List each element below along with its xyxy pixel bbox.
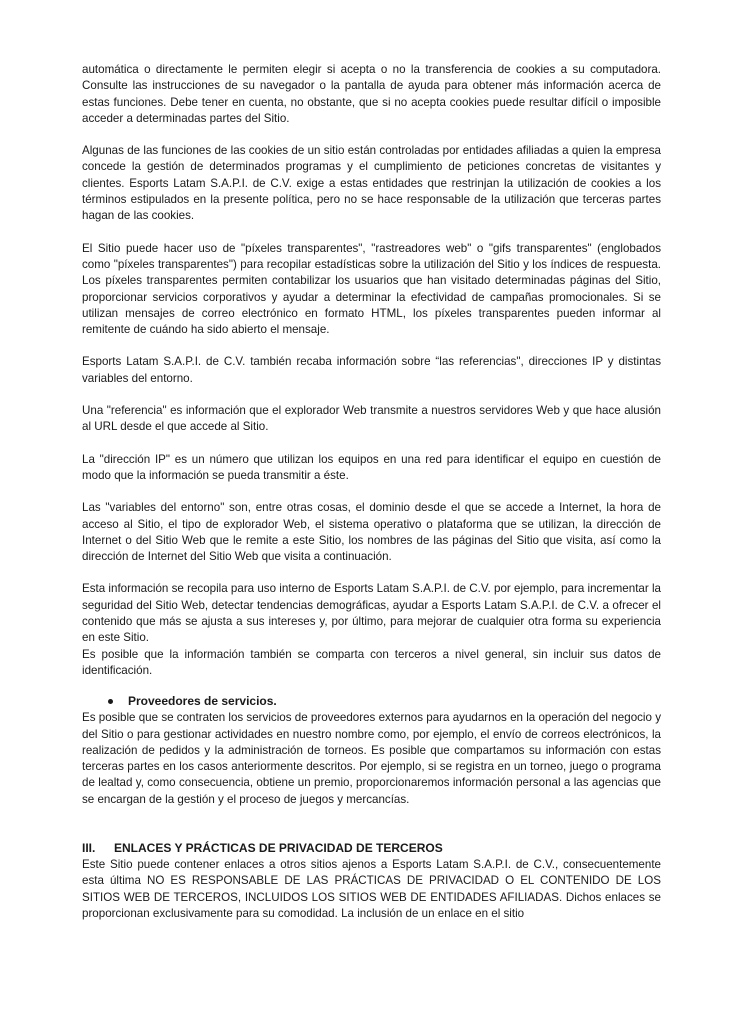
paragraph-third-party-links: Este Sitio puede contener enlaces a otros sitios ajenos a Esports Latam S.A.P.I. de C.V., consecuentemente esta última NO ES RESPONSABLE DE LAS PRÁCTICAS DE PRIVACIDAD O EL CONTENIDO DE LOS SITIOS WEB DE TERCEROS, INCLUIDOS LOS SITIOS WEB DE ENTIDADES AFILIADAS. Dichos enlaces se proporcionan exclusivamente para su comodidad. La inclusión de un enlace en el sitio [82,857,661,920]
section-number: III. [82,840,96,855]
paragraph-service-providers: Es posible que se contraten los servicios de proveedores externos para ayudarnos en la operación del negocio y del Sitio o para gestionar actividades en nuestro nombre como, por ejemplo, el envío de correos electrónicos, la realización de pedidos y la administración de torneos. Es posible que compartamos su información con estas terceras partes en los casos anteriormente descritos. Por ejemplo, si se registra en un torneo, juego o programa de lealtad y, como consecuencia, obtiene un premio, proporcionaremos información personal a las agencias que se encargan de la gestión y el proceso de juegos y mercancías. [82,711,661,806]
paragraph-transparent-pixels: El Sitio puede hacer uso de "píxeles transparentes", "rastreadores web" o "gifs transparentes" (englobados como "píxeles transparentes") para recopilar estadísticas sobre la utilización del Sitio y los índices de respuesta. Los píxeles transparentes permiten contabilizar los usuarios que han visitado determinadas páginas del Sitio, proporcionar servicios corporativos y ayudar a determinar la efectividad de campañas promocionales. Si se utilizan mensajes de correo electrónico en formato HTML, los píxeles transparentes pueden informar al remitente de cuándo ha sido abierto el mensaje. [82,241,661,337]
paragraph-ip-definition: La "dirección IP" es un número que utilizan los equipos en una red para identificar el equipo en cuestión de modo que la información se pueda transmitir a éste. [82,452,661,482]
paragraph-internal-use: Esta información se recopila para uso interno de Esports Latam S.A.P.I. de C.V. por ejemplo, para incrementar la seguridad del Sitio Web, detectar tendencias demográficas, ayudar a Esports Latam S.A.P.I. de C.V. a ofrecer el contenido que más se ajusta a sus intereses y, por último, para mejorar de cualquier otra forma su experiencia en este Sitio. [82,582,661,645]
section-title: ENLACES Y PRÁCTICAS DE PRIVACIDAD DE TERCEROS [114,840,443,855]
bullet-heading-service-providers [82,693,661,710]
paragraph-environment-variables: Las "variables del entorno" son, entre otras cosas, el dominio desde el que se accede a Internet, la hora de acceso al Sitio, el tipo de explorador Web, el sistema operativo o plataforma que se utilizan, la dirección de Internet o del Sitio Web que le remite a este Sitio, los nombres de las páginas del Sitio que visita, así como la dirección de Internet del Sitio Web que visita a continuación. [82,501,661,564]
bullet-heading-text: Proveedores de servicios. [128,694,277,709]
paragraph-cookies-affiliates: Algunas de las funciones de las cookies de un sitio están controladas por entidades afiliadas a quien la empresa concede la gestión de determinados programas y el cumplimiento de peticiones concretas de visitantes y clientes. Esports Latam S.A.P.I. de C.V. exige a estas entidades que restrinjan la utilización de cookies a los términos estipulados en la presente política, pero no se hace responsable de la utilización que terceras partes hagan de las cookies. [82,144,661,223]
paragraph-referrals-intro: Esports Latam S.A.P.I. de C.V. también recaba información sobre “las referencias", direcciones IP y distintas variables del entorno. [82,355,661,385]
paragraph-cookies-browser: automática o directamente le permiten elegir si acepta o no la transferencia de cookies a su computadora. Consulte las instrucciones de su navegador o la pantalla de ayuda para obtener más información acerca de estas funciones. Debe tener en cuenta, no obstante, que si no acepta cookies puede resultar difícil o imposible acceder a determinadas partes del Sitio. [82,63,661,125]
section-heading [82,840,661,857]
paragraph-referral-definition: Una "referencia" es información que el explorador Web transmite a nuestros servidores Web y que hace alusión al URL desde el que accede al Sitio. [82,404,661,434]
bullet-dot-icon [108,699,113,704]
paragraph-third-party-sharing: Es posible que la información también se comparta con terceros a nivel general, sin incluir sus datos de identificación. [82,647,661,677]
